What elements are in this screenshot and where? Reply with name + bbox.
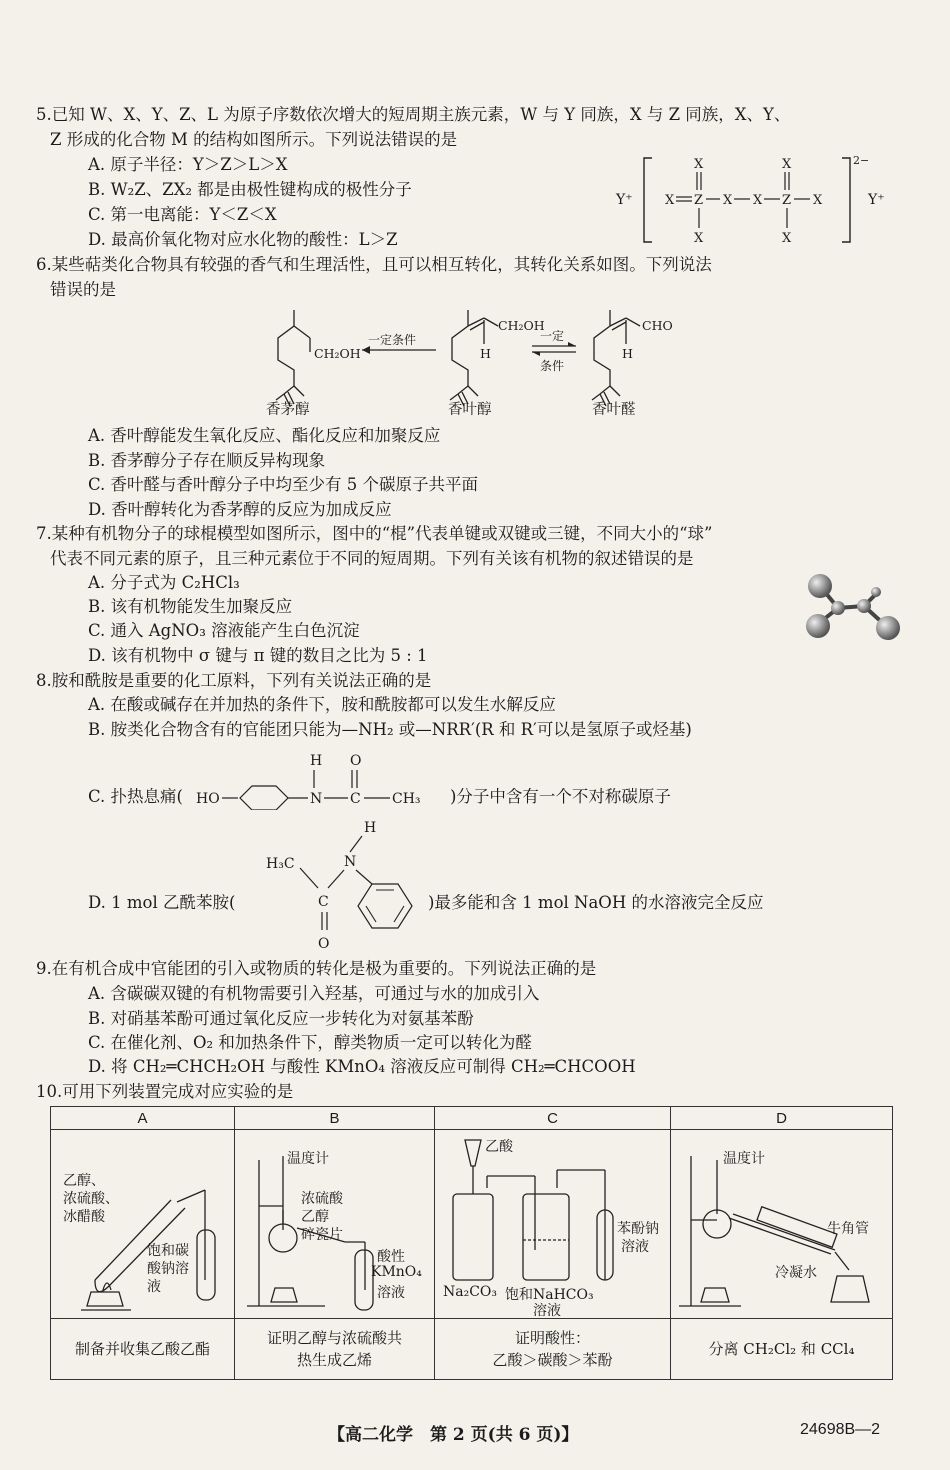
q6-arrow1-label: 一定条件 (368, 333, 417, 347)
q5-option-c: C. 第一电离能：Y＜Z＜X (88, 205, 277, 224)
q7-option-b: B. 该有机物能发生加聚反应 (88, 597, 293, 616)
svg-text:一定: 一定 (540, 329, 565, 343)
svg-text:X: X (694, 157, 704, 172)
q6-option-a: A. 香叶醇能发生氧化反应、酯化反应和加聚反应 (88, 426, 441, 445)
svg-text:X: X (753, 193, 763, 208)
q5-option-b: B. W₂Z、ZX₂ 都是由极性键构成的极性分子 (88, 180, 412, 199)
q8-acetanilide-structure (258, 814, 428, 954)
q6-option-d: D. 香叶醇转化为香茅醇的反应为加成反应 (88, 500, 392, 519)
svg-text:X: X (782, 231, 792, 246)
q7-option-a: A. 分子式为 C₂HCl₃ (88, 573, 240, 592)
svg-text:X: X (813, 193, 823, 208)
q8-option-a: A. 在酸或碱存在并加热的条件下，胺和酰胺都可以发生水解反应 (88, 695, 556, 714)
q5-cation-right: Y⁺ (868, 192, 885, 208)
svg-text:C: C (350, 791, 361, 807)
svg-text:X: X (694, 231, 704, 246)
q10-header-c: C (435, 1107, 671, 1130)
q8-option-c-suffix: )分子中含有一个不对称碳原子 (450, 787, 671, 806)
q6-name-geranial: 香叶醛 (592, 402, 636, 418)
q6-name-citronellol: 香茅醇 (266, 402, 310, 418)
q5-charge: 2− (853, 154, 870, 167)
q6-name-geraniol: 香叶醇 (448, 402, 492, 418)
q8-option-d-suffix: )最多能和含 1 mol NaOH 的水溶液完全反应 (428, 893, 764, 912)
q5-structure-diagram (610, 150, 900, 250)
svg-text:CH₃: CH₃ (392, 791, 421, 807)
q6-stem-line2: 错误的是 (50, 280, 116, 299)
svg-text:Z: Z (782, 193, 792, 208)
svg-text:H: H (480, 346, 491, 361)
q7-stem-line2: 代表不同元素的原子，且三种元素位于不同的短周期。下列有关该有机物的叙述错误的是 (50, 549, 694, 568)
q9-option-d: D. 将 CH₂═CHCH₂OH 与酸性 KMnO₄ 溶液反应可制得 CH₂═CHCOOH (88, 1057, 636, 1076)
q10-apparatus-a: 乙醇、 浓硫酸、 冰醋酸 饱和碳 酸钠溶 液 (51, 1130, 235, 1319)
q10-caption-b: 证明乙醇与浓硫酸共 热生成乙烯 (235, 1319, 435, 1380)
q7-option-c: C. 通入 AgNO₃ 溶液能产生白色沉淀 (88, 621, 360, 640)
q6-stem-line1: 6.某些萜类化合物具有较强的香气和生理活性，且可以相互转化，其转化关系如图。下列说法 (36, 255, 712, 274)
q10-header-d: D (671, 1107, 893, 1130)
svg-text:N: N (344, 854, 357, 870)
q5-stem-line1: 5.已知 W、X、Y、Z、L 为原子序数依次增大的短周期主族元素，W 与 Y 同族，X 与 Z 同族，X、Y、 (36, 105, 791, 124)
q6-option-c: C. 香叶醛与香叶醇分子中均至少有 5 个碳原子共平面 (88, 475, 479, 494)
q10-stem: 10.可用下列装置完成对应实验的是 (36, 1082, 294, 1101)
svg-text:Z: Z (694, 193, 704, 208)
svg-text:H: H (622, 346, 633, 361)
q8-option-c-prefix: C. 扑热息痛( (88, 787, 183, 806)
svg-text:X: X (723, 193, 733, 208)
svg-text:CH₂OH: CH₂OH (498, 318, 545, 333)
svg-text:H: H (364, 820, 377, 836)
q10-apparatus-table (50, 1106, 893, 1380)
q10-caption-a: 制备并收集乙酸乙酯 (51, 1319, 235, 1380)
q8-option-b: B. 胺类化合物含有的官能团只能为—NH₂ 或—NRR′(R 和 R′可以是氢原子或烃基) (88, 720, 692, 739)
q9-option-b: B. 对硝基苯酚可通过氧化反应一步转化为对氨基苯酚 (88, 1009, 474, 1028)
q8-stem: 8.胺和酰胺是重要的化工原料，下列有关说法正确的是 (36, 671, 432, 690)
svg-text:H: H (310, 753, 323, 769)
svg-text:HO: HO (196, 791, 220, 807)
svg-text:X: X (665, 193, 675, 208)
q7-stem-line1: 7.某种有机物分子的球棍模型如图所示，图中的“棍”代表单键或双键或三键，不同大小的“球” (36, 524, 713, 543)
q9-option-c: C. 在催化剂、O₂ 和加热条件下，醇类物质一定可以转化为醛 (88, 1033, 532, 1052)
page-footer-title: 【高二化学 第 2 页(共 6 页)】 (328, 1425, 579, 1445)
q7-ball-stick-model (790, 560, 910, 650)
svg-text:O: O (318, 936, 330, 952)
svg-text:CHO: CHO (642, 318, 673, 333)
q9-stem: 9.在有机合成中官能团的引入或物质的转化是极为重要的。下列说法正确的是 (36, 959, 597, 978)
q7-option-d: D. 该有机物中 σ 键与 π 键的数目之比为 5 : 1 (88, 646, 428, 665)
q5-cation-left: Y⁺ (616, 192, 633, 208)
svg-text:CH₂OH: CH₂OH (314, 346, 361, 361)
q5-option-a: A. 原子半径：Y＞Z＞L＞X (88, 155, 288, 174)
q9-option-a: A. 含碳碳双键的有机物需要引入羟基，可通过与水的加成引入 (88, 984, 540, 1003)
svg-text:H₃C: H₃C (266, 856, 295, 872)
q8-option-d-prefix: D. 1 mol 乙酰苯胺( (88, 893, 236, 912)
page-footer-code: 24698B—2 (800, 1421, 881, 1438)
q10-caption-d: 分离 CH₂Cl₂ 和 CCl₄ (671, 1319, 893, 1380)
q10-apparatus-d: 温度计 牛角管 冷凝水 (671, 1130, 893, 1319)
svg-text:条件: 条件 (540, 359, 565, 373)
svg-text:C: C (318, 894, 329, 910)
q10-header-a: A (51, 1107, 235, 1130)
q5-stem-line2: Z 形成的化合物 M 的结构如图所示。下列说法错误的是 (50, 130, 458, 149)
svg-text:X: X (782, 157, 792, 172)
q8-paracetamol-structure (196, 740, 446, 810)
q10-header-b: B (235, 1107, 435, 1130)
q10-caption-c: 证明酸性： 乙酸＞碳酸＞苯酚 (435, 1319, 671, 1380)
q10-apparatus-b: 温度计 浓硫酸 乙醇 碎瓷片 酸性 KMnO₄ 溶液 (235, 1130, 435, 1319)
svg-text:O: O (350, 753, 362, 769)
q5-option-d: D. 最高价氧化物对应水化物的酸性：L＞Z (88, 230, 398, 249)
q10-apparatus-c: 乙酸 苯酚钠 溶液 Na₂CO₃ 饱和NaHCO₃ 溶液 (435, 1130, 671, 1319)
svg-text:N: N (310, 791, 323, 807)
q6-option-b: B. 香茅醇分子存在顺反异构现象 (88, 451, 326, 470)
